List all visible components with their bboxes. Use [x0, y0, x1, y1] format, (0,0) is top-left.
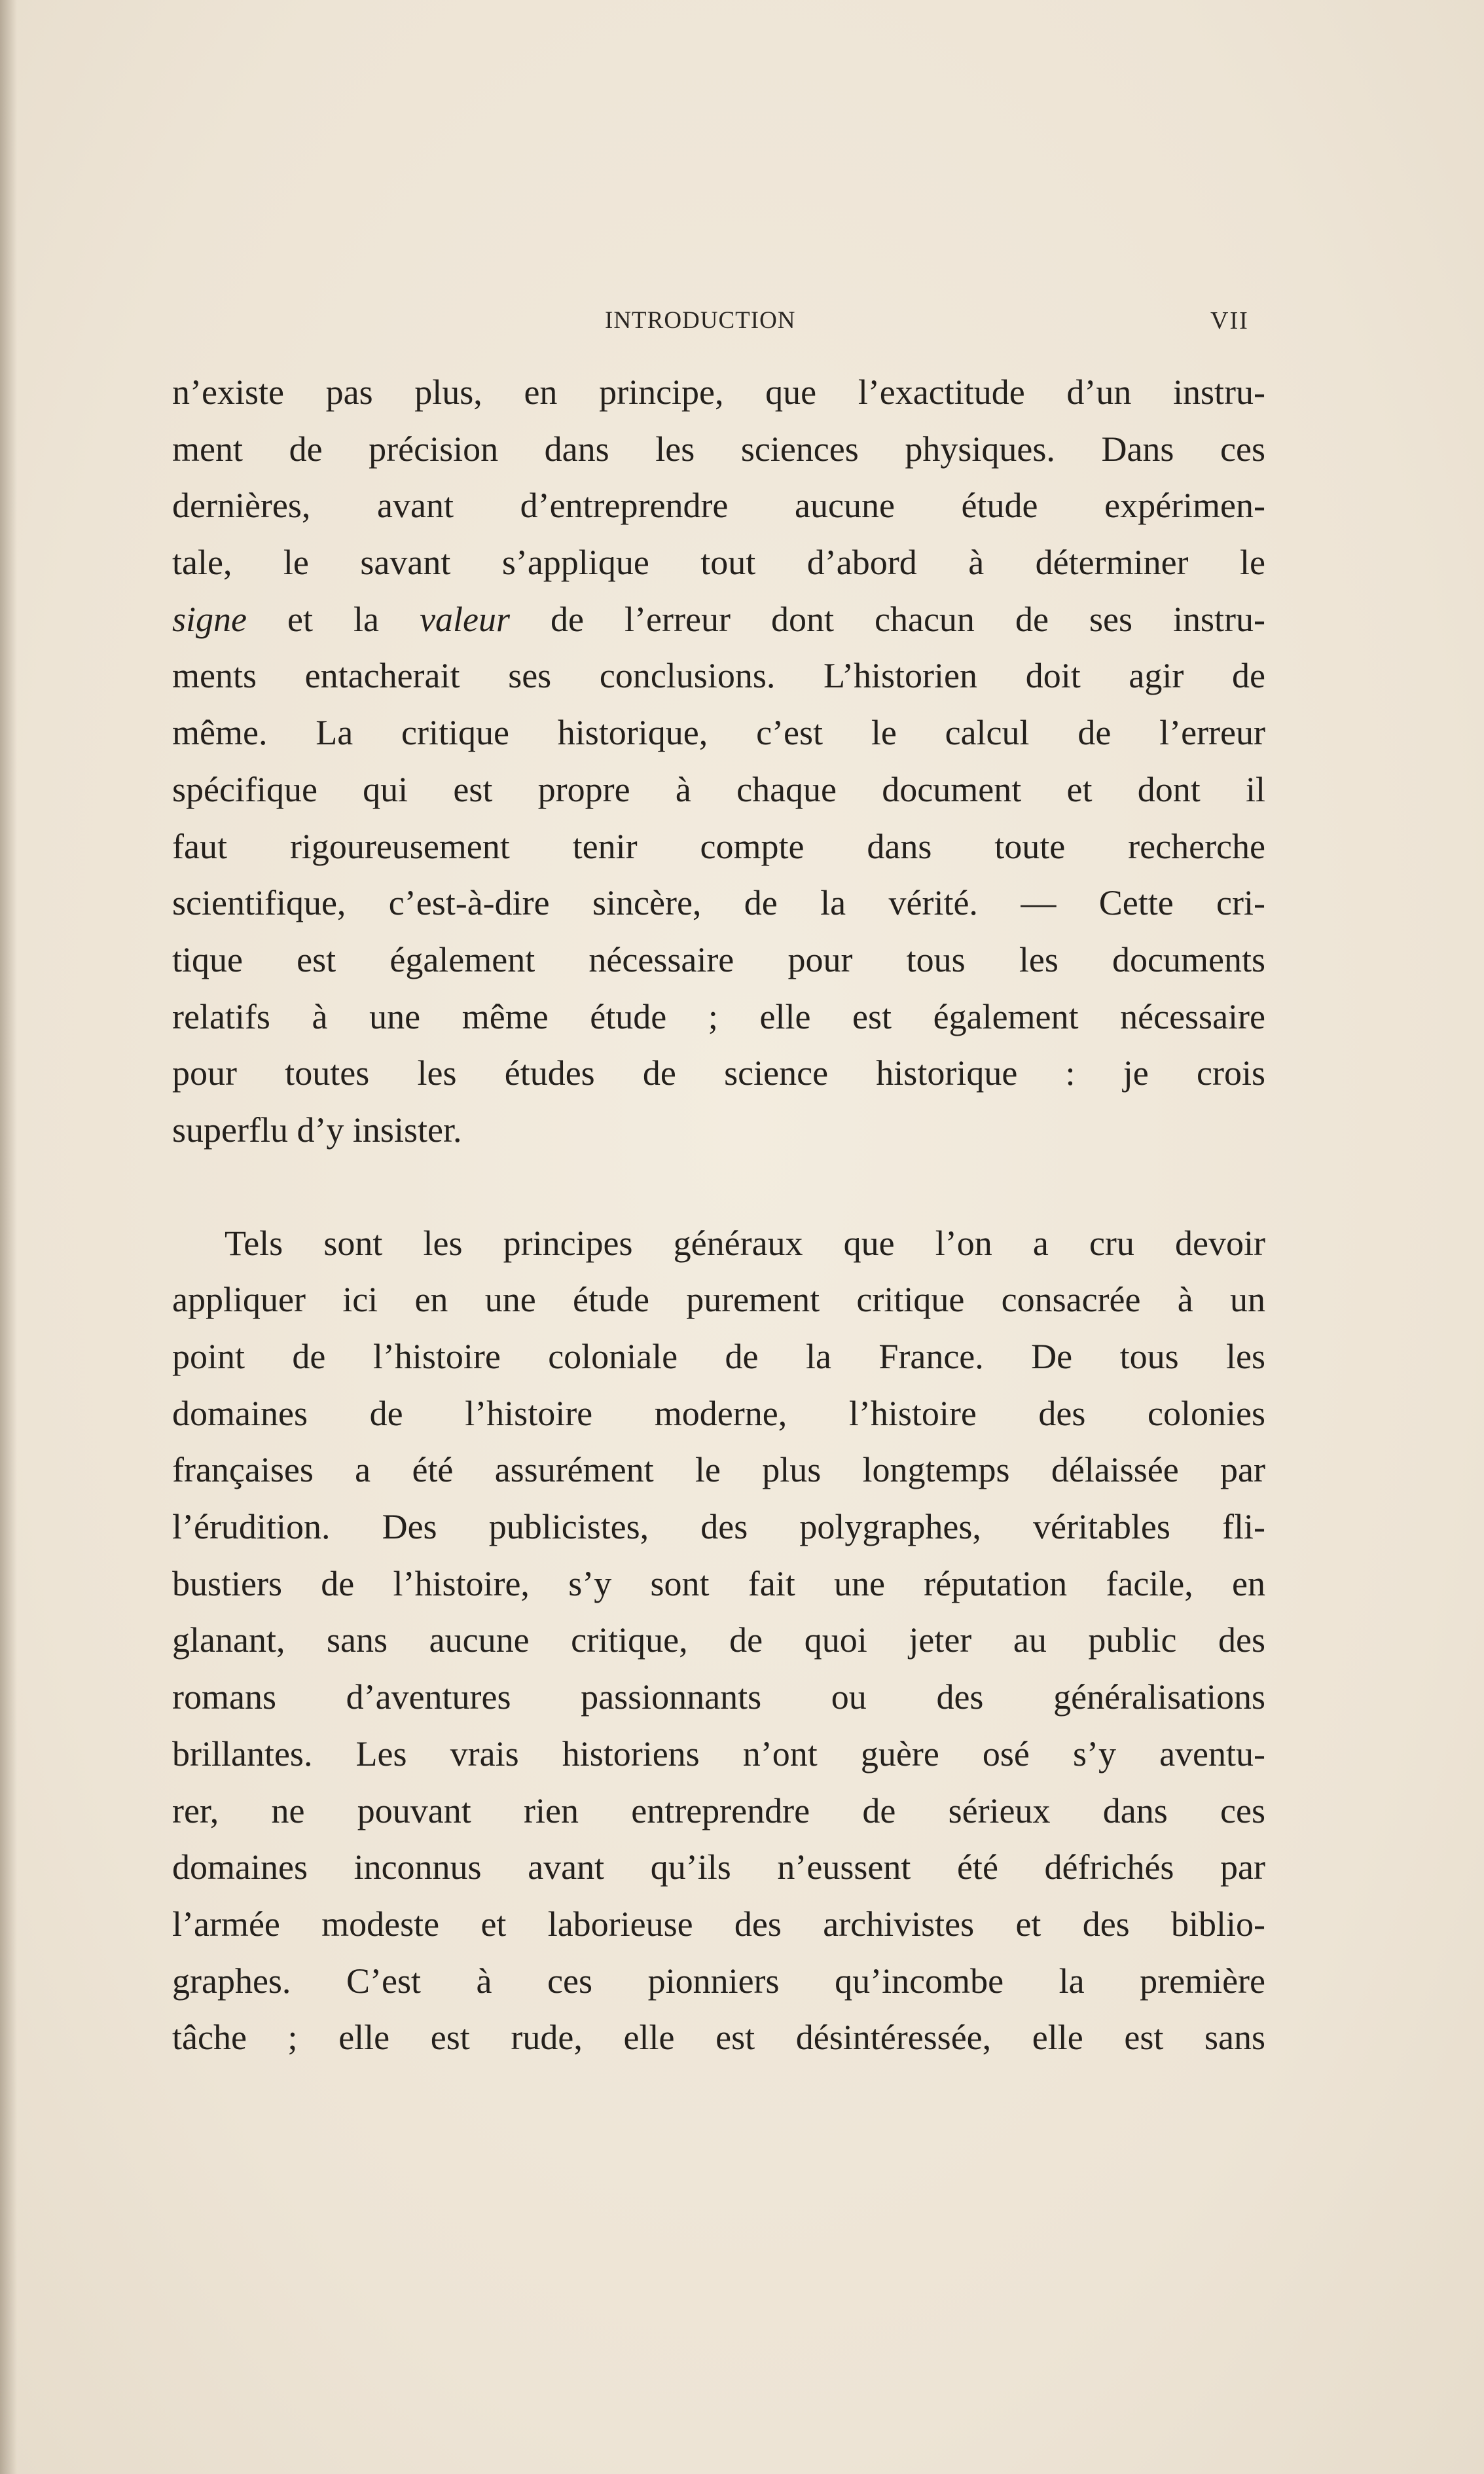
text-line: appliquer ici en une étude purement critique consacrée à un	[172, 1280, 1265, 1320]
text-line: relatifs à une même étude ; elle est également nécessaire	[172, 996, 1265, 1036]
text-line: tale, le savant s’applique tout d’abord à déterminer le	[172, 543, 1265, 583]
text-line: l’érudition. Des publicistes, des polygraphes, véritables fli-	[172, 1507, 1265, 1547]
text-line: dernières, avant d’entreprendre aucune étude expérimen-	[172, 486, 1265, 526]
binding-shadow	[0, 0, 17, 2474]
text-line: rer, ne pouvant rien entreprendre de sérieux dans ces	[172, 1791, 1265, 1830]
text-line	[172, 591, 1265, 648]
text-line: pour toutes les études de science historique : je crois	[172, 1053, 1265, 1093]
page-number: VII	[1210, 307, 1249, 335]
text-line: graphes. C’est à ces pionniers qu’incombe la première	[172, 1961, 1265, 2001]
text-line: françaises a été assurément le plus longtemps délaissée par	[172, 1450, 1265, 1490]
running-head	[0, 306, 1484, 346]
text-line: ments entacherait ses conclusions. L’historien doit agir de	[172, 656, 1265, 696]
text-line: faut rigoureusement tenir compte dans toute recherche	[172, 826, 1265, 866]
text-line: tâche ; elle est rude, elle est désintéressée, elle est sans	[172, 2018, 1265, 2058]
text-run: et la	[247, 599, 420, 639]
paragraph	[172, 364, 1265, 1159]
text-line: glanant, sans aucune critique, de quoi jeter au public des	[172, 1620, 1265, 1660]
text-line: l’armée modeste et laborieuse des archivistes et des biblio-	[172, 1904, 1265, 1944]
italic-word-signe: signe	[172, 599, 247, 639]
text-line: spécifique qui est propre à chaque document et dont il	[172, 769, 1265, 809]
text-line: Tels sont les principes généraux que l’on a cru devoir	[225, 1223, 1265, 1263]
text-line: domaines de l’histoire moderne, l’histoire des colonies	[172, 1393, 1265, 1433]
text-line: tique est également nécessaire pour tous les documents	[172, 939, 1265, 979]
paragraph-gap	[172, 1159, 1265, 1215]
text-line: scientifique, c’est-à-dire sincère, de la vérité. — Cette cri-	[172, 883, 1265, 923]
text-line: bustiers de l’histoire, s’y sont fait une réputation facile, en	[172, 1563, 1265, 1603]
text-line: brillantes. Les vrais historiens n’ont guère osé s’y aventu-	[172, 1734, 1265, 1774]
paragraph	[172, 1215, 1265, 2066]
text-line: superflu d’y insister.	[172, 1110, 462, 1150]
text-line: point de l’histoire coloniale de la France. De tous les	[172, 1337, 1265, 1376]
running-head-title: INTRODUCTION	[605, 307, 796, 334]
text-line: domaines inconnus avant qu’ils n’eussent été défrichés par	[172, 1847, 1265, 1887]
italic-word-valeur: valeur	[420, 599, 511, 639]
text-line: même. La critique historique, c’est le calcul de l’erreur	[172, 713, 1265, 753]
text-line: ment de précision dans les sciences physiques. Dans ces	[172, 429, 1265, 469]
text-line: n’existe pas plus, en principe, que l’exactitude d’un instru-	[172, 373, 1265, 412]
text-run: de l’erreur dont chacun de ses instru-	[510, 599, 1265, 639]
text-line: romans d’aventures passionnants ou des généralisations	[172, 1677, 1265, 1717]
body-text	[172, 364, 1265, 2066]
